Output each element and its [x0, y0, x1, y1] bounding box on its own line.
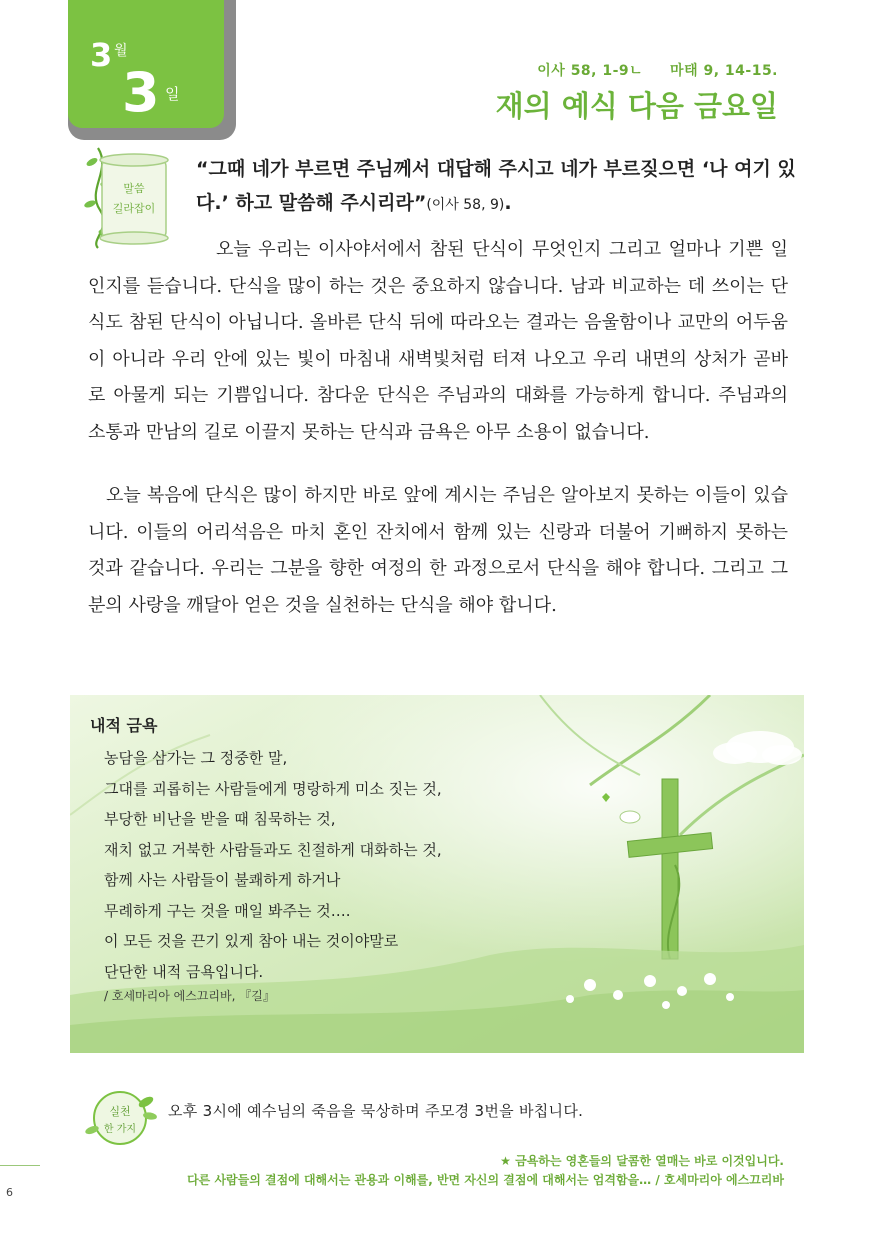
- inner-mortification-box: [70, 695, 804, 1053]
- box-line: 단단한 내적 금욕입니다.: [104, 962, 264, 981]
- reflection-paragraph-1: 오늘 우리는 이사야서에서 참된 단식이 무엇인지 그리고 얼마나 기쁜 일인지를 듣습니다. 단식을 많이 하는 것은 중요하지 않습니다. 남과 비교하는 데 쓰이는 단식도 참된 단식이 아닙니다. 올바른 단식 뒤에 따라오는 결과는 음울함이나 교만의 어두움이 아니라 우리 안에 있는 빛이 마침내 새벽빛처럼 터져 나오고 우리 내면의 상처가 곧바로 아물게 되는 기쁨입니다. 참다운 단식은 주님과의 대화를 가능하게 합니다. 주님과의 소통과 만남의 길로 이끌지 못하는 단식과 금욕은 아무 소용이 없습니다.: [88, 239, 788, 443]
- footer-quote-line1: ★ 금욕하는 영혼들의 달콤한 열매는 바로 이것입니다.: [500, 1154, 784, 1168]
- page-number: 6: [6, 1186, 13, 1199]
- key-quote: [196, 152, 796, 222]
- box-line: 그대를 괴롭히는 사람들에게 명랑하게 미소 짓는 것,: [104, 779, 442, 798]
- box-title: 내적 금욕: [90, 716, 158, 735]
- box-line: 부당한 비난을 받을 때 침묵하는 것,: [104, 810, 336, 828]
- box-text: [104, 743, 442, 987]
- page-title: 재의 예식 다음 금요일: [495, 89, 778, 123]
- scripture-readings: 이사 58, 1-9ㄴ 마태 9, 14-15.: [537, 63, 778, 79]
- box-line: 함께 사는 사람들이 불쾌하게 하거나: [104, 871, 341, 889]
- box-source: / 호세마리아 에스끄리바, 『길』: [104, 989, 275, 1003]
- footer-quote-line2: 다른 사람들의 결점에 대해서는 관용과 이해를, 반면 자신의 결점에 대해서는 엄격함을… / 호세마리아 에스끄리바: [187, 1173, 784, 1187]
- box-line: 이 모든 것을 끈기 있게 참아 내는 것이야말로: [104, 932, 399, 950]
- reflection-paragraph-2: 오늘 복음에 단식은 많이 하지만 바로 앞에 계시는 주님은 알아보지 못하는 이들이 있습니다. 이들의 어리석음은 마치 혼인 잔치에서 함께 있는 신랑과 더불어 기뻐하지 못하는 것과 같습니다. 우리는 그분을 향한 여정의 한 과정으로서 단식을 해야 합니다. 그리고 그분의 사랑을 깨달아 얻은 것을 실천하는 단식을 해야 합니다.: [88, 485, 788, 616]
- box-line: 무례하게 구는 것을 매일 봐주는 것….: [104, 901, 351, 920]
- box-line: 농담을 삼가는 그 정중한 말,: [104, 749, 288, 767]
- month-number: 3: [90, 36, 113, 74]
- day-label: 일: [165, 85, 180, 103]
- practice-text: 오후 3시에 예수님의 죽음을 묵상하며 주모경 3번을 바칩니다.: [168, 1102, 584, 1120]
- quote-end: .: [504, 192, 512, 214]
- month-label: 월: [114, 43, 128, 59]
- practice-icon-label1: 실천: [109, 1105, 131, 1118]
- practice-wreath-icon: [80, 1086, 164, 1148]
- day-number: 3: [122, 61, 160, 124]
- word-icon-label1: 말씀: [123, 182, 145, 195]
- quote-citation: (이사 58, 9): [426, 197, 505, 213]
- page-number-rule: [0, 1165, 40, 1166]
- quote-text: “그때 네가 부르면 주님께서 대답해 주시고 네가 부르짖으면 ‘나 여기 있다.’ 하고 말씀해 주시리라”: [196, 158, 796, 214]
- practice-icon-label2: 한 가지: [103, 1124, 137, 1135]
- word-icon-label2: 길라잡이: [112, 202, 156, 215]
- box-line: 재치 없고 거북한 사람들과도 친절하게 대화하는 것,: [104, 840, 442, 859]
